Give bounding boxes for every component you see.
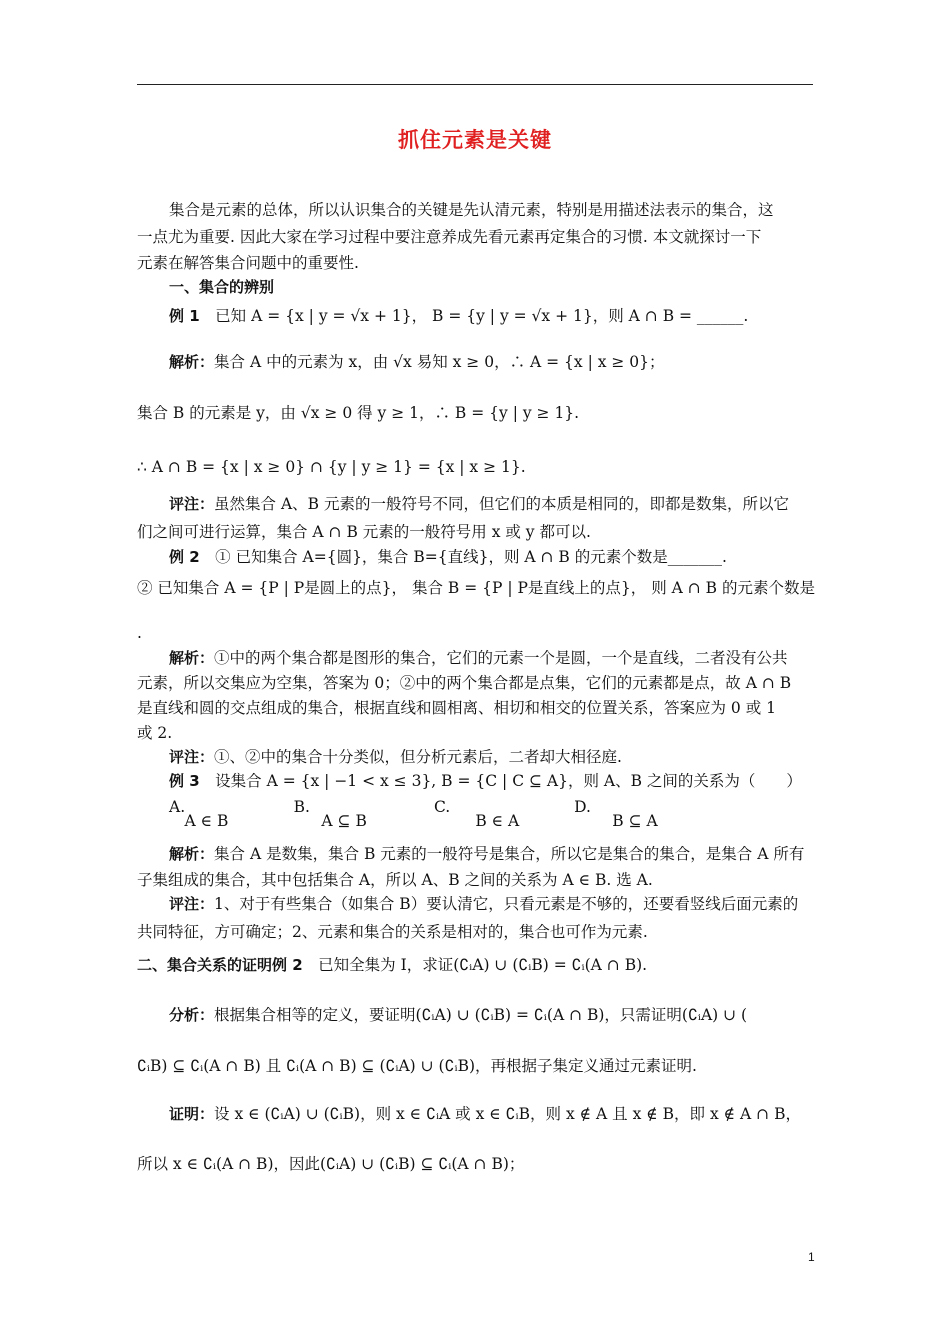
line-label: 解析： [169, 649, 215, 667]
line-label: 二、集合关系的证明例 2 [137, 956, 303, 974]
line-text: 或 2. [137, 724, 173, 742]
line-text: A ∈ B A ⊆ B B ∈ A B ⊆ A [169, 812, 658, 830]
line-text: 是直线和圆的交点组成的集合，根据直线和圆相离、相切和相交的位置关系，答案应为 0 或 1 [137, 699, 777, 717]
line-text: 1、对于有些集合（如集合 B）要认清它，只看元素是不够的，还要看竖线后面元素的 [214, 895, 799, 913]
text-line [137, 921, 817, 943]
text-line [137, 869, 817, 891]
text-line [137, 521, 817, 543]
text-line [137, 351, 817, 373]
line-label: 评注： [169, 495, 215, 513]
line-text: 集合 A 中的元素为 x，由 √x 易知 x ≥ 0，∴ A = {x | x ≥ 0}； [214, 353, 665, 371]
line-label: 例 1 [169, 307, 200, 325]
text-line [137, 577, 817, 599]
text-line [137, 276, 817, 298]
text-line [137, 1153, 817, 1175]
header-rule [137, 84, 813, 85]
line-text: 虽然集合 A、B 元素的一般符号不同，但它们的本质是相同的，即都是数集，所以它 [214, 495, 789, 513]
text-line [137, 226, 817, 248]
line-label: 分析： [169, 1006, 215, 1024]
line-label: 解析： [169, 845, 215, 863]
text-line [137, 893, 817, 915]
line-label: 例 2 [169, 548, 200, 566]
line-text: 一点尤为重要. 因此大家在学习过程中要注意养成先看元素再定集合的习惯. 本文就探讨一下 [137, 228, 762, 246]
text-line [137, 252, 817, 274]
text-line [137, 546, 817, 568]
line-text: 已知 A = {x | y = √x + 1}， B = {y | y = √x + 1}，则 A ∩ B = ______. [199, 307, 749, 325]
line-text: . [137, 624, 142, 642]
text-line [137, 402, 817, 424]
line-text: ② 已知集合 A = {P | P是圆上的点}， 集合 B = {P | P是直线上的点}， 则 A ∩ B 的元素个数是 [137, 579, 815, 597]
line-text: 设 x ∈ (∁ᵢA) ∪ (∁ᵢB)，则 x ∈ ∁ᵢA 或 x ∈ ∁ᵢB，则 x ∉ A 且 x ∉ B，即 x ∉ A ∩ B， [214, 1105, 801, 1123]
line-text: 子集组成的集合，其中包括集合 A，所以 A、B 之间的关系为 A ∈ B. 选 A. [137, 871, 653, 889]
text-line [137, 493, 817, 515]
line-text: 元素，所以交集应为空集，答案为 0；②中的两个集合都是点集，它们的元素都是点，故 A ∩ B [137, 674, 792, 692]
line-text: 集合 B 的元素是 y，由 √x ≥ 0 得 y ≥ 1，∴ B = {y | y ≥ 1}. [137, 404, 580, 422]
text-line [137, 1103, 817, 1125]
line-text: ∴ A ∩ B = {x | x ≥ 0} ∩ {y | y ≥ 1} = {x | x ≥ 1}. [137, 458, 526, 476]
line-label: 证明： [169, 1105, 215, 1123]
line-text: 根据集合相等的定义，要证明(∁ᵢA) ∪ (∁ᵢB) = ∁ᵢ(A ∩ B)，只需证明(∁ᵢA) ∪ ( [214, 1006, 748, 1024]
line-text: ① 已知集合 A={圆}，集合 B={直线}，则 A ∩ B 的元素个数是_______. [199, 548, 727, 566]
text-line [137, 697, 817, 719]
line-text: 设集合 A = {x | −1 < x ≤ 3}, B = {C | C ⊆ A}，则 A、B 之间的关系为（ ） [199, 772, 802, 790]
text-line [137, 456, 817, 478]
line-text: ∁ᵢB) ⊆ ∁ᵢ(A ∩ B) 且 ∁ᵢ(A ∩ B) ⊆ (∁ᵢA) ∪ (∁ᵢB)，再根据子集定义通过元素证明. [137, 1057, 697, 1075]
line-text: ①中的两个集合都是图形的集合，它们的元素一个是圆，一个是直线，二者没有公共 [214, 649, 788, 667]
text-line [137, 746, 817, 768]
line-text: 集合是元素的总体，所以认识集合的关键是先认清元素，特别是用描述法表示的集合，这 [169, 201, 774, 219]
line-text: A. B. C. D. [169, 798, 591, 816]
text-line [137, 1055, 817, 1077]
line-text: 所以 x ∈ ∁ᵢ(A ∩ B)，因此(∁ᵢA) ∪ (∁ᵢB) ⊆ ∁ᵢ(A ∩ B)； [137, 1155, 525, 1173]
page-number: 1 [808, 1250, 815, 1264]
line-label: 解析： [169, 353, 215, 371]
text-line [137, 1004, 817, 1026]
line-text: 集合 A 是数集，集合 B 元素的一般符号是集合，所以它是集合的集合，是集合 A 所有 [214, 845, 805, 863]
line-label: 评注： [169, 748, 215, 766]
line-text: ①、②中的集合十分类似，但分析元素后，二者却大相径庭. [214, 748, 622, 766]
text-line [137, 199, 817, 221]
text-line [137, 647, 817, 669]
line-text: 元素在解答集合问题中的重要性. [137, 254, 359, 272]
text-line [137, 672, 817, 694]
line-text: 共同特征，方可确定；2、元素和集合的关系是相对的，集合也可作为元素. [137, 923, 648, 941]
text-line [137, 305, 817, 327]
text-line [137, 770, 817, 792]
line-label: 例 3 [169, 772, 200, 790]
line-text: 们之间可进行运算，集合 A ∩ B 元素的一般符号用 x 或 y 都可以. [137, 523, 591, 541]
text-line [137, 954, 817, 976]
text-line [137, 622, 817, 644]
line-text: 已知全集为 I，求证(∁ᵢA) ∪ (∁ᵢB) = ∁ᵢ(A ∩ B). [302, 956, 648, 974]
line-label: 评注： [169, 895, 215, 913]
line-text: 一、集合的辨别 [169, 278, 275, 296]
text-line [137, 722, 817, 744]
text-line [137, 810, 817, 832]
text-line [137, 843, 817, 865]
page-title: 抓住元素是关键 [398, 128, 552, 152]
